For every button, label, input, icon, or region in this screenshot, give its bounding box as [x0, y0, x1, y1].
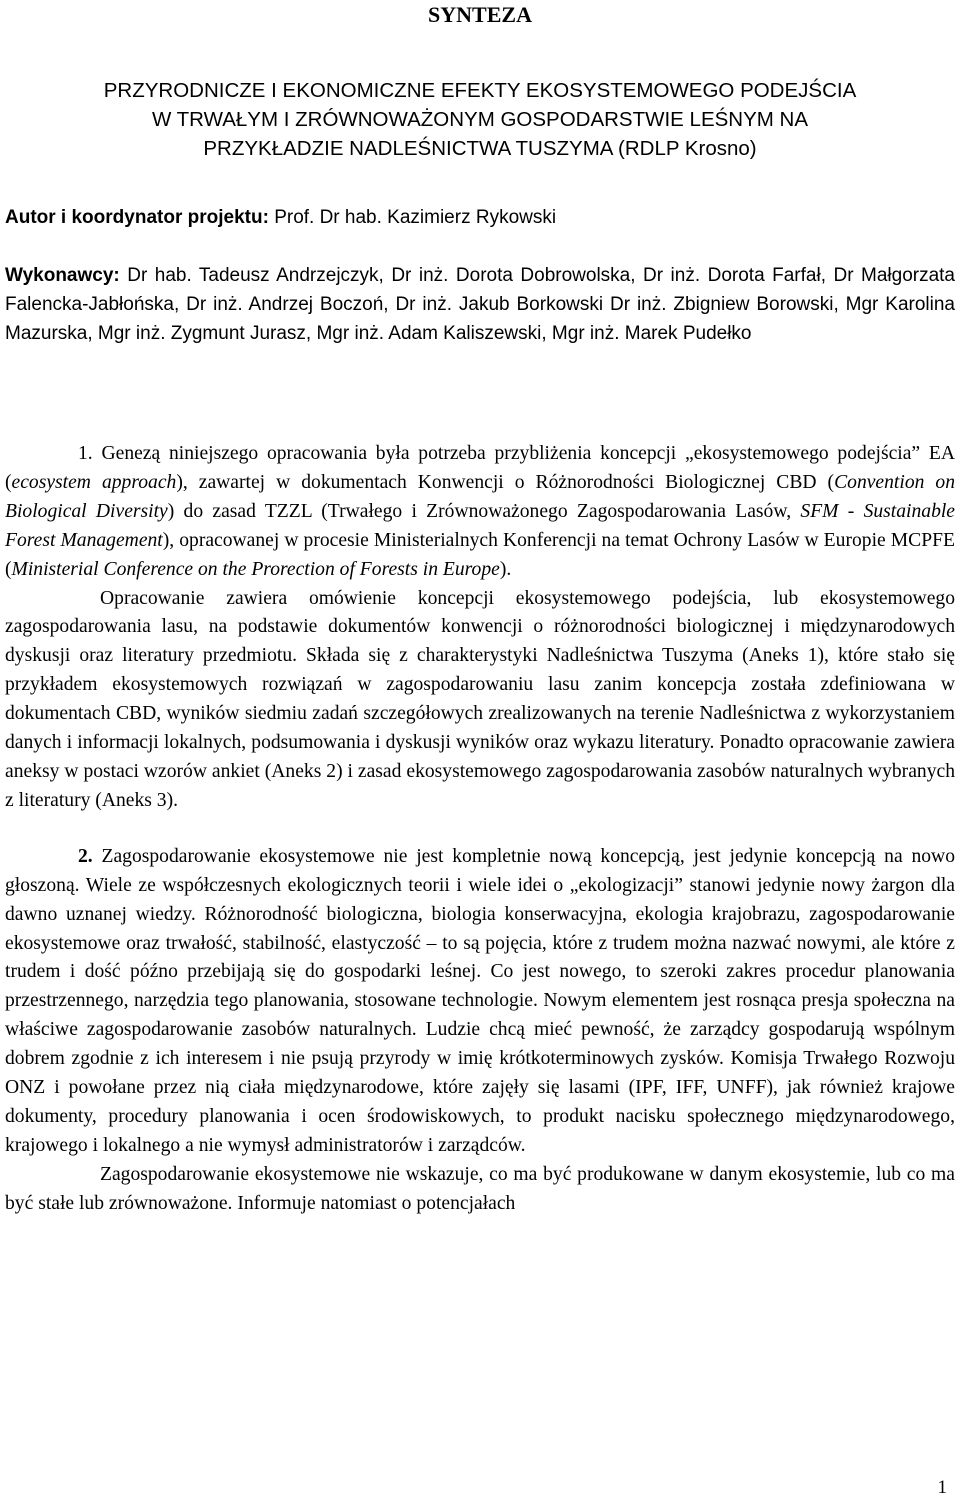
section-2-number: 2.: [78, 845, 93, 867]
section-2-paragraph-1: [5, 843, 955, 1161]
section-1-paragraph-1: [5, 440, 955, 585]
text-run: Zagospodarowanie ekosystemowe nie jest kompletnie nową koncepcją, jest jedynie koncepcją na nowo głoszoną. Wiele ze współczesnych ekologicznych teorii i wiele idei o „ekologizacji” stanowi jedynie nowy żargon dla dawno uznanej wiedzy. Różnorodność biologiczna, biologia konserwacyjna, ekologia krajobrazu, zagospodarowanie ekosystemowe oraz trwałość, stabilność, elastyczość – to są pojęcia, które z trudem można nazwać nowymi, ale które z trudem i dość późno przebijają się do gospodarki leśnej. Co jest nowego, to szeroki zakres procedur planowania przestrzennego, narzędzia tego planowania, stosowane technologie. Nowym elementem jest rosnąca presja społeczna na właściwe zagospodarowanie zasobów naturalnych. Ludzie chcą mieć pewność, że zarządcy gospodarują wspólnym dobrem zgodnie z ich interesem i nie psują przyrody w imię krótkoterminowych zysków. Komisja Trwałego Rozwoju ONZ i powołane przez nią ciała międzynarodowe, które zajęły się lasami (IPF, IFF, UNFF), jak również krajowe dokumenty, procedury planowania i ocen środowiskowych, to produkt nacisku społecznego międzynarodowego, krajowego i lokalnego a nie wymysł administratorów i zarządców.: [5, 845, 955, 1156]
italic-term: Convention on Biological Diversity: [5, 471, 955, 522]
contractors-block: [5, 261, 955, 348]
text-run: Genezą niniejszego opracowania była potrzeba przybliżenia koncepcji „ekosystemowego podejścia” EA (: [5, 443, 955, 493]
italic-term: ecosystem approach: [11, 471, 177, 493]
text-run: ) do zasad TZZL (Trwałego i Zrównoważonego Zagospodarowania Lasów,: [167, 500, 801, 522]
document-heading: SYNTEZA: [428, 2, 532, 27]
project-title-line-3: PRZYKŁADZIE NADLEŚNICTWA TUSZYMA (RDLP Krosno): [203, 137, 757, 160]
author-name: Prof. Dr hab. Kazimierz Rykowski: [274, 207, 557, 228]
section-2-paragraph-2: Zagospodarowanie ekosystemowe nie wskazuje, co ma być produkowane w danym ekosystemie, lub co ma być stałe lub zrównoważone. Informuje natomiast o potencjałach: [5, 1163, 955, 1214]
text-run: ), zawartej w dokumentach Konwencji o Różnorodności Biologicznej CBD (: [176, 471, 835, 493]
contractors-label: Wykonawcy:: [5, 265, 120, 286]
italic-term: Ministerial Conference on the Prorection of Forests in Europe: [11, 558, 500, 580]
project-title-line-2: W TRWAŁYM I ZRÓWNOWAŻONYM GOSPODARSTWIE LEŚNYM NA: [151, 108, 809, 131]
document-page: [5, 0, 955, 1509]
document-body: [5, 440, 955, 1219]
project-title-line-1: PRZYRODNICZE I EKONOMICZNE EFEKTY EKOSYSTEMOWEGO PODEJŚCIA: [103, 79, 857, 102]
text-run: ), opracowanej w procesie Ministerialnych Konferencji na temat Ochrony Lasów w Europie MCPFE (: [5, 529, 955, 580]
italic-term: SFM - Sustainable Forest Management: [5, 500, 956, 551]
project-title: [5, 76, 955, 163]
section-1-paragraph-2: Opracowanie zawiera omówienie koncepcji ekosystemowego podejścia, lub ekosystemowego zagospodarowania lasu, na podstawie dokumentów konwencji o różnorodności biologicznej i międzynarodowych dyskusji oraz literatury przedmiotu. Składa się z charakterystyki Nadleśnictwa Tuszyma (Aneks 1), które stało się przykładem ekosystemowych rozwiązań w zagospodarowaniu lasu zanim koncepcja została zdefiniowana w dokumentach CBD, wyników siedmiu zadań szczegółowych zrealizowanych na terenie Nadleśnictwa z wykorzystaniem danych i informacji lokalnych, podsumowania i dyskusji wyników oraz wykazu literatury. Ponadto opracowanie zawiera aneksy w postaci wzorów ankiet (Aneks 2) i zasad ekosystemowego zagospodarowania zasobów naturalnych wybranych z literatury (Aneks 3).: [5, 587, 955, 811]
author-label: Autor i koordynator projektu:: [5, 207, 269, 228]
text-run: ).: [499, 558, 512, 580]
author-line: [5, 204, 955, 232]
page-number: 1: [937, 1477, 947, 1498]
contractors-names: Dr hab. Tadeusz Andrzejczyk, Dr inż. Dorota Dobrowolska, Dr inż. Dorota Farfał, Dr Małgorzata Falencka-Jabłońska, Dr inż. Andrzej Boczoń, Dr inż. Jakub Borkowski Dr inż. Zbigniew Borowski, Mgr Karolina Mazurska, Mgr inż. Zygmunt Jurasz, Mgr inż. Adam Kaliszewski, Mgr inż. Marek Pudełko: [5, 265, 955, 344]
section-1-number: 1.: [78, 443, 93, 464]
